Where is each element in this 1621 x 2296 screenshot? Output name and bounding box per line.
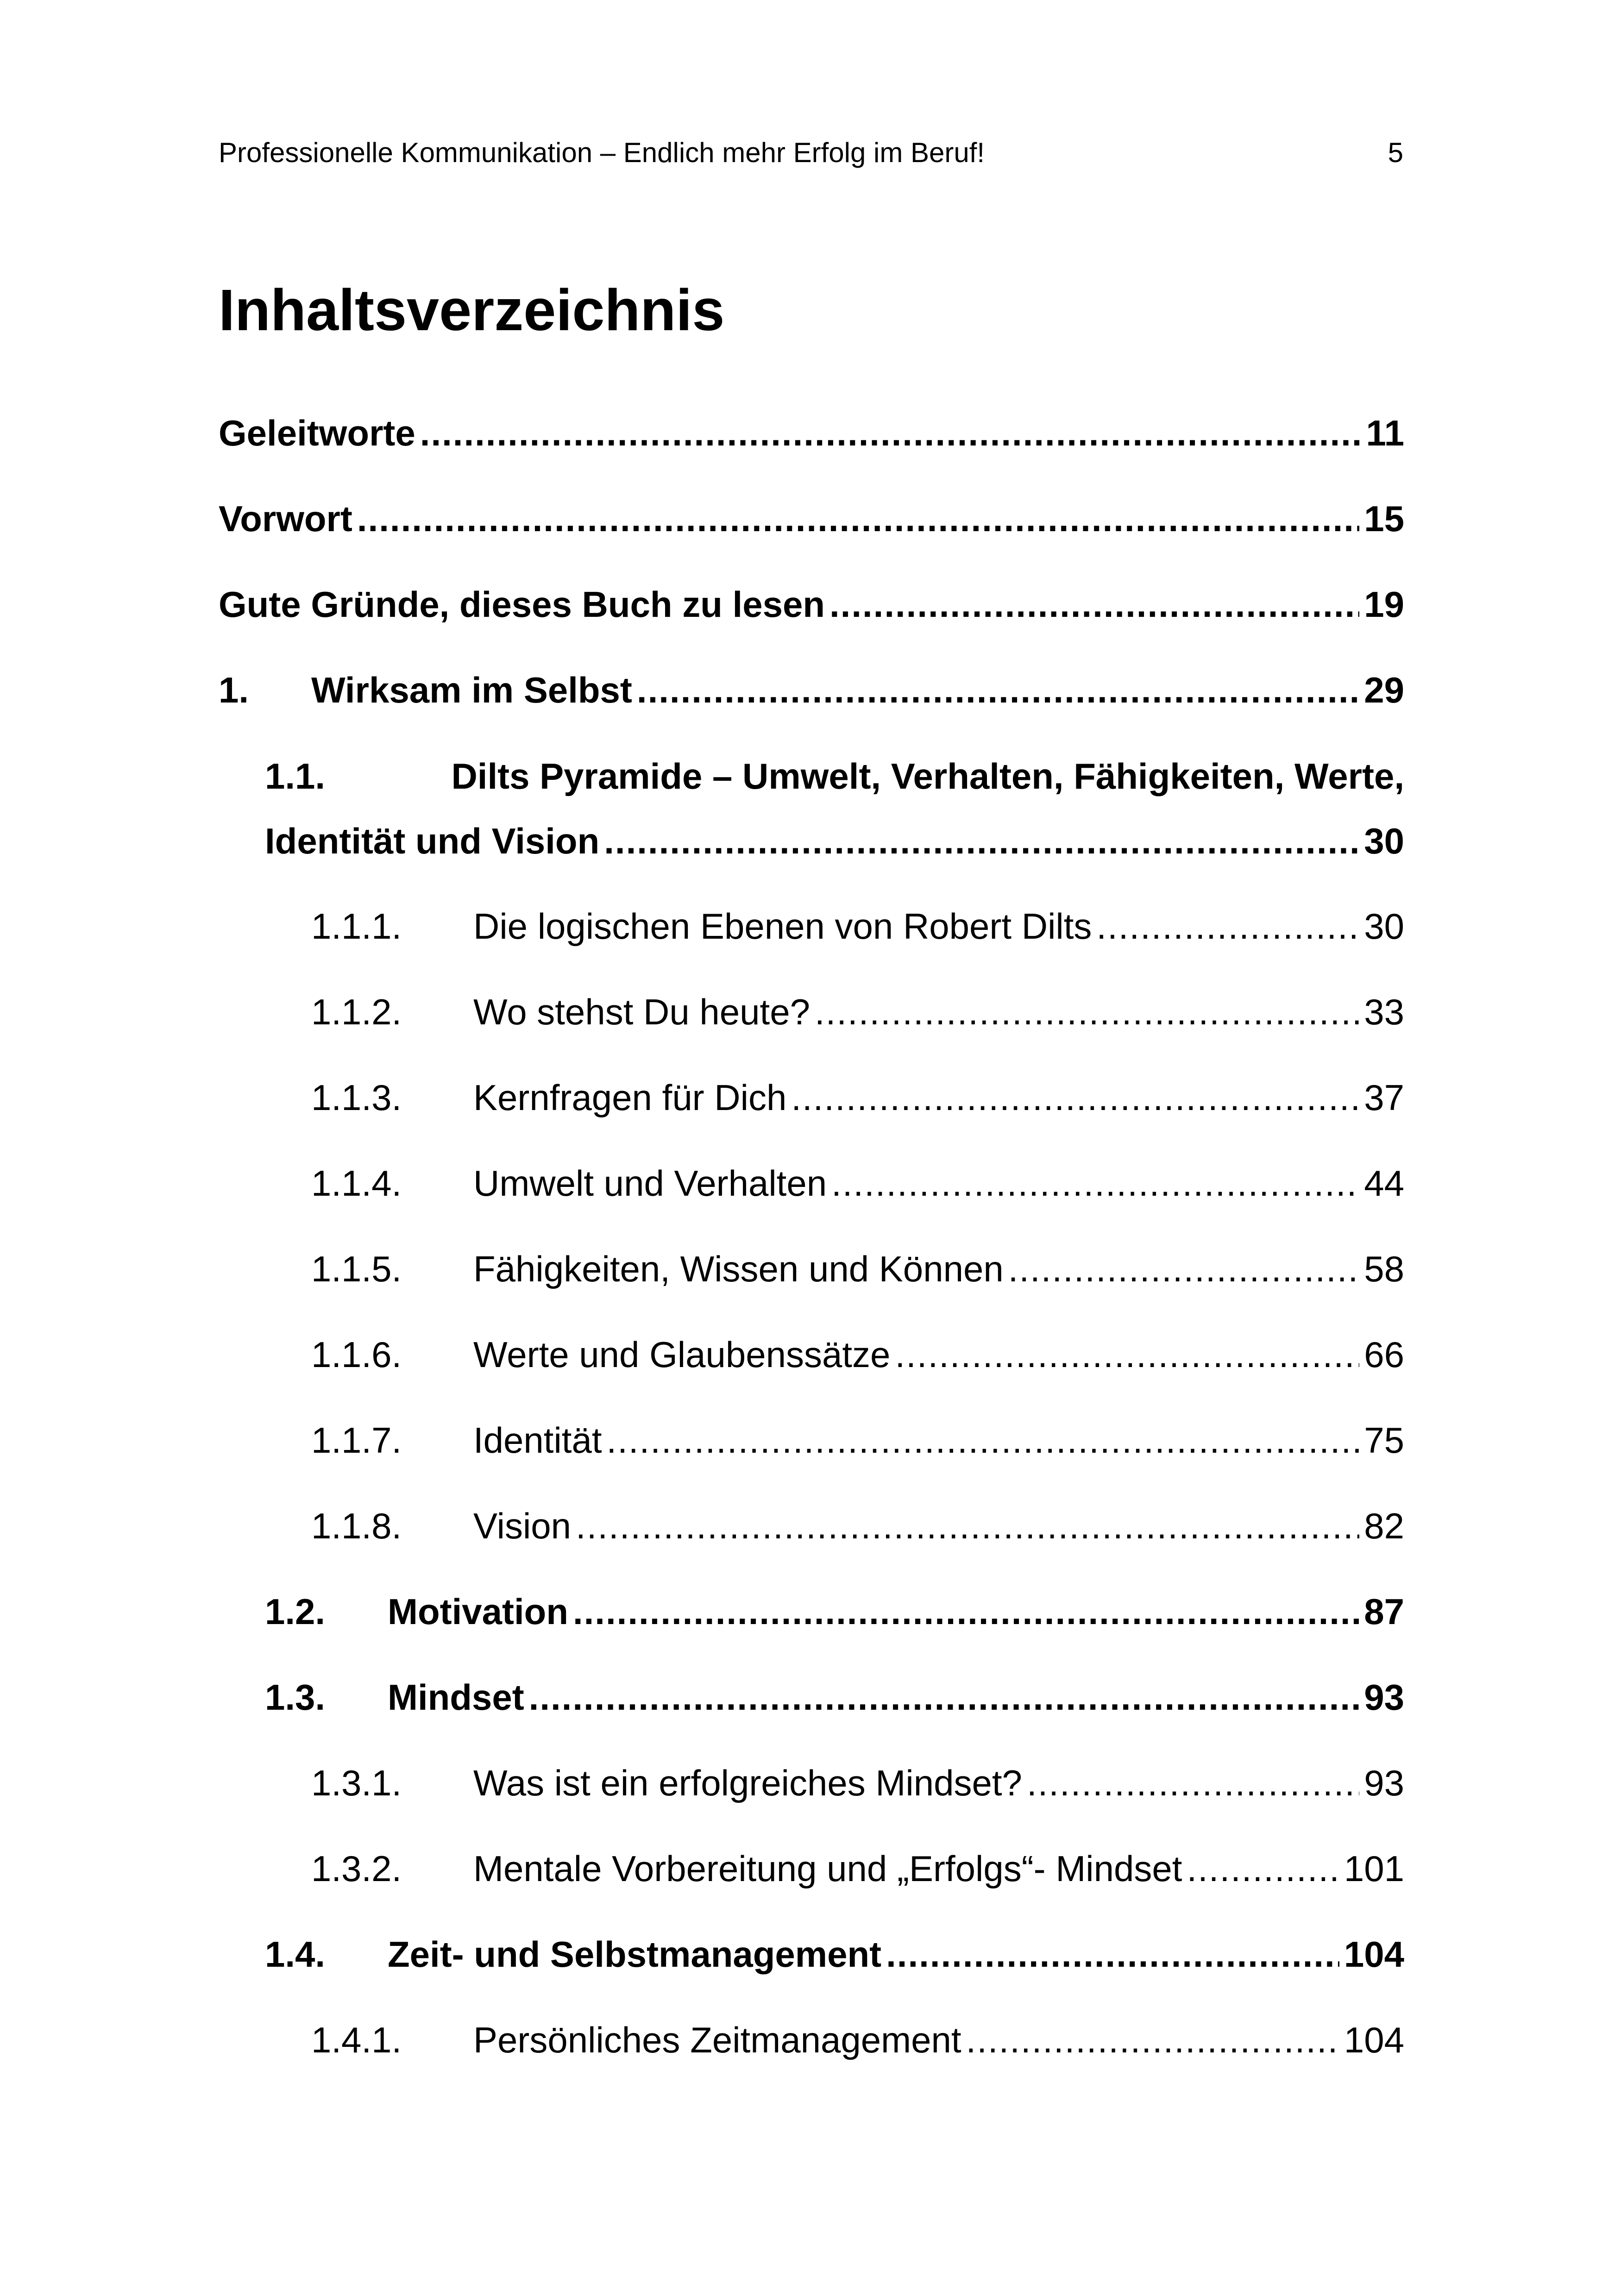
- toc-entry-section-1-1[interactable]: [265, 753, 1404, 864]
- toc-entry-label-line1: Dilts Pyramide – Umwelt, Verhalten, Fähigkeiten, Werte,: [451, 756, 1404, 797]
- toc-entry-page: 75: [1364, 1420, 1404, 1461]
- toc-entry-number: 1.1.: [265, 756, 326, 797]
- dot-leader: [420, 410, 1362, 456]
- toc-entry-label: Geleitworte: [219, 413, 415, 453]
- toc-entry-number: 1.3.2.: [311, 1848, 402, 1889]
- toc-entry-page: 104: [1344, 2020, 1404, 2060]
- toc-entry-page: 33: [1364, 991, 1404, 1032]
- toc-entry-section-1-3-2[interactable]: [311, 1845, 1404, 1892]
- toc-entry-number: 1.1.6.: [311, 1334, 402, 1375]
- dot-leader: [815, 989, 1359, 1035]
- dot-leader: [604, 818, 1359, 864]
- toc-entry-section-1-4-1[interactable]: [311, 2017, 1404, 2063]
- toc-entry-number: 1.1.8.: [311, 1506, 402, 1546]
- toc-entry-page: 101: [1344, 1848, 1404, 1889]
- dot-leader: [1027, 1760, 1359, 1806]
- toc-entry-label: Fähigkeiten, Wissen und Können: [473, 1248, 1004, 1289]
- toc-entry-number: 1.1.2.: [311, 991, 402, 1032]
- dot-leader: [831, 1160, 1359, 1206]
- toc-entry-label: Wirksam im Selbst: [311, 670, 632, 710]
- toc-entry-label: Was ist ein erfolgreiches Mindset?: [473, 1763, 1022, 1803]
- toc-entry-section-1-1-5[interactable]: [311, 1246, 1404, 1292]
- toc-entry-page: 19: [1364, 584, 1404, 625]
- toc-entry-label: Zeit- und Selbstmanagement: [388, 1934, 882, 1975]
- toc-entry-page: 44: [1364, 1163, 1404, 1204]
- toc-entry-page: 29: [1364, 670, 1404, 710]
- toc-entry-section-1-1-6[interactable]: [311, 1331, 1404, 1378]
- toc-entry-page: 30: [1364, 906, 1404, 947]
- toc-entry-number: 1.1.5.: [311, 1248, 402, 1289]
- dot-leader: [1096, 903, 1359, 949]
- toc-entry-number: 1.1.1.: [311, 906, 402, 947]
- toc-entry-label: Vorwort: [219, 498, 352, 539]
- toc-entry-label: Motivation: [388, 1591, 568, 1632]
- toc-entry-number: 1.1.3.: [311, 1077, 402, 1118]
- toc-entry-label: Mentale Vorbereitung und „Erfolgs“- Mindset: [473, 1848, 1182, 1889]
- toc-entry-page: 87: [1364, 1591, 1404, 1632]
- toc-entry-page: 82: [1364, 1506, 1404, 1546]
- toc-entry-page: 37: [1364, 1077, 1404, 1118]
- toc-entry-label: Vision: [473, 1506, 572, 1546]
- toc-entry-label-line2: Identität und Vision: [265, 821, 600, 861]
- toc-entry-geleitworte[interactable]: [219, 410, 1404, 456]
- toc-entry-vorwort[interactable]: [219, 496, 1404, 542]
- toc-entry-label: Die logischen Ebenen von Robert Dilts: [473, 906, 1092, 947]
- toc-entry-label: Wo stehst Du heute?: [473, 991, 810, 1032]
- toc-entry-number: 1.4.1.: [311, 2020, 402, 2060]
- dot-leader: [886, 1931, 1339, 1977]
- toc-entry-number: 1.1.4.: [311, 1163, 402, 1204]
- dot-leader: [529, 1674, 1360, 1720]
- toc-entry-page: 15: [1364, 498, 1404, 539]
- toc-entry-label: Persönliches Zeitmanagement: [473, 2020, 961, 2060]
- toc-entry-label: Gute Gründe, dieses Buch zu lesen: [219, 584, 825, 625]
- toc-entry-section-1-2[interactable]: [265, 1588, 1404, 1635]
- toc-entry-page: 93: [1364, 1677, 1404, 1718]
- toc-entry-section-1-4[interactable]: [265, 1931, 1404, 1977]
- toc-entry-first-line: [265, 753, 1404, 799]
- toc-entry-number: 1.: [219, 670, 249, 710]
- toc-entry-number: 1.3.1.: [311, 1763, 402, 1803]
- toc-entry-section-1-3[interactable]: [265, 1674, 1404, 1720]
- header-page-number: 5: [1388, 137, 1403, 168]
- dot-leader: [1008, 1246, 1360, 1292]
- toc-entry-number: 1.1.7.: [311, 1420, 402, 1461]
- toc-entry-label: Kernfragen für Dich: [473, 1077, 787, 1118]
- toc-entry-number: 1.3.: [265, 1677, 326, 1718]
- toc-entry-page: 104: [1344, 1934, 1404, 1975]
- dot-leader: [573, 1588, 1359, 1635]
- toc-entry-page: 93: [1364, 1763, 1404, 1803]
- toc-entry-section-1-3-1[interactable]: [311, 1760, 1404, 1806]
- toc-entry-section-1-1-1[interactable]: [311, 903, 1404, 949]
- toc-entry-label: Mindset: [388, 1677, 524, 1718]
- dot-leader: [607, 1417, 1360, 1463]
- page-title: Inhaltsverzeichnis: [219, 277, 725, 343]
- toc-entry-section-1-1-4[interactable]: [311, 1160, 1404, 1206]
- toc-entry-chapter-1[interactable]: [219, 667, 1404, 713]
- dot-leader: [1187, 1845, 1339, 1892]
- running-title: Professionelle Kommunikation – Endlich mehr Erfolg im Beruf!: [219, 137, 985, 168]
- dot-leader: [791, 1074, 1359, 1121]
- toc-entry-number: 1.4.: [265, 1934, 326, 1975]
- toc-entry-page: 30: [1364, 821, 1404, 861]
- toc-entry-section-1-1-7[interactable]: [311, 1417, 1404, 1463]
- toc-entry-page: 58: [1364, 1248, 1404, 1289]
- dot-leader: [357, 496, 1359, 542]
- dot-leader: [637, 667, 1359, 713]
- toc-entry-gute-gruende[interactable]: [219, 581, 1404, 627]
- toc-entry-label: Umwelt und Verhalten: [473, 1163, 827, 1204]
- dot-leader: [576, 1503, 1359, 1549]
- toc-entry-page: 66: [1364, 1334, 1404, 1375]
- dot-leader: [966, 2017, 1339, 2063]
- toc-entry-number: 1.2.: [265, 1591, 326, 1632]
- toc-entry-section-1-1-2[interactable]: [311, 989, 1404, 1035]
- dot-leader: [829, 581, 1359, 627]
- toc-entry-label: Identität: [473, 1420, 602, 1461]
- toc-entry-page: 11: [1366, 413, 1404, 453]
- toc-entry-section-1-1-3[interactable]: [311, 1074, 1404, 1121]
- toc-entry-label: Werte und Glaubenssätze: [473, 1334, 891, 1375]
- toc-entry-section-1-1-8[interactable]: [311, 1503, 1404, 1549]
- dot-leader: [895, 1331, 1359, 1378]
